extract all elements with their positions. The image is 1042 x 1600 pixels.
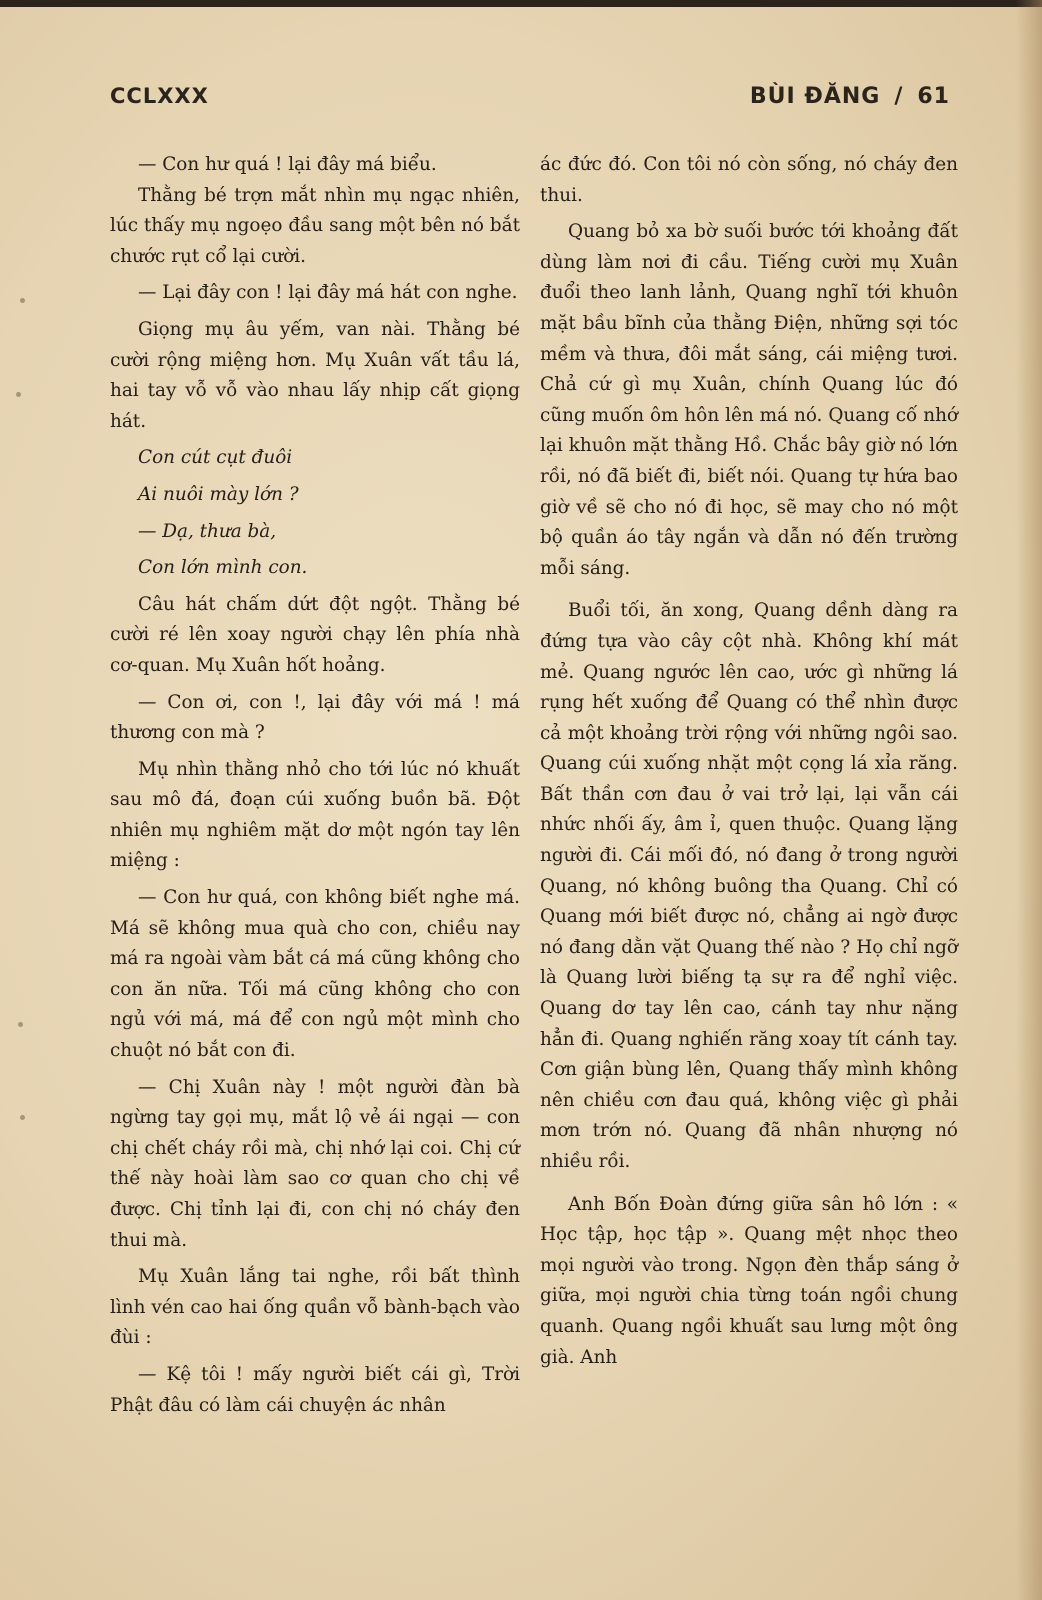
paragraph: — Lại đây con ! lại đây má hát con nghe. — [138, 282, 518, 304]
paragraph: — Kệ tôi ! mấy người biết cái gì, Trời Phật đâu có làm cái chuyện ác nhân — [110, 1363, 520, 1416]
paragraph: Thằng bé trợn mắt nhìn mụ ngạc nhiên, lúc thấy mụ ngoẹo đầu sang một bên nó bắt chước rụt cổ lại cười. — [110, 184, 520, 267]
author-name: BÙI ĐĂNG — [749, 84, 881, 109]
paper-speck — [16, 392, 21, 397]
paragraph: — Con hư quá ! lại đây má biểu. — [138, 154, 437, 175]
paper-speck — [18, 1022, 23, 1027]
page-number: 61 — [917, 84, 950, 109]
paper-speck — [20, 1115, 25, 1120]
verse-line: Con cút cụt đuôi — [138, 447, 293, 469]
paragraph: — Con ơi, con !, lại đây với má ! má thương con mà ? — [110, 691, 520, 744]
author-page-folio — [750, 84, 950, 109]
paragraph: — Chị Xuân này ! một người đàn bà ngừng tay gọi mụ, mắt lộ vẻ ái ngại — con chị chết cháy rồi mà, chị nhớ lại coi. Chị cứ thế này hoài làm sao cơ quan cho chị về được. Chị tỉnh lại đi, con chị nó cháy đen thui mà. — [110, 1076, 520, 1251]
paper-speck — [20, 298, 25, 303]
paragraph: Quang bỏ xa bờ suối bước tới khoảng đất dùng làm nơi đi cầu. Tiếng cười mụ Xuân đuổi theo lanh lảnh, Quang nghĩ tới khuôn mặt bầu bĩnh của thằng Điện, những sợi tóc mềm và thưa, đôi mắt sáng, cái miệng tươi. Chả cứ gì mụ Xuân, chính Quang lúc đó cũng muốn ôm hôn lên má nó. Quang cố nhớ lại khuôn mặt thằng Hồ. Chắc bây giờ nó lớn rồi, nó đã biết đi, biết nói. Quang tự hứa bao giờ về sẽ cho nó đi học, sẽ may cho nó một bộ quần áo tây ngắn và dẫn nó đến trường mỗi sáng. — [540, 221, 958, 579]
right-column — [540, 150, 958, 1373]
paragraph-continued: ác đức đó. Con tôi nó còn sống, nó cháy đen thui. — [540, 154, 958, 206]
verse-line: Con lớn mình con. — [138, 557, 308, 579]
paragraph: Anh Bốn Đoàn đứng giữa sân hô lớn : « Học tập, học tập ». Quang mệt nhọc theo mọi người vào trong. Ngọn đèn thắp sáng ở giữa, mọi người chia từng toán ngồi chung quanh. Quang ngồi khuất sau lưng một ông già. Anh — [540, 1193, 958, 1368]
verse-line: Ai nuôi mày lớn ? — [138, 483, 299, 505]
paragraph: — Con hư quá, con không biết nghe má. Má sẽ không mua quà cho con, chiều nay má ra ngoài vàm bắt cá má cũng không cho con ăn nữa. Tối má cũng không cho con ngủ với má, má để con ngủ một mình cho chuột nó bắt con đi. — [110, 887, 520, 1062]
paragraph: Câu hát chấm dứt đột ngột. Thằng bé cười ré lên xoay người chạy lên phía nhà cơ-quan. Mụ Xuân hốt hoảng. — [110, 593, 520, 676]
paragraph: Mụ nhìn thằng nhỏ cho tới lúc nó khuất sau mô đá, đoạn cúi xuống buồn bã. Đột nhiên mụ nghiêm mặt dơ một ngón tay lên miệng : — [110, 758, 520, 872]
paragraph: Giọng mụ âu yếm, van nài. Thằng bé cười rộng miệng hơn. Mụ Xuân vất tầu lá, hai tay vỗ vỗ vào nhau lấy nhịp cất giọng hát. — [110, 318, 520, 432]
issue-number: CCLXXX — [110, 84, 209, 108]
paragraph: Mụ Xuân lắng tai nghe, rồi bất thình lình vén cao hai ống quần vỗ bành-bạch vào đùi : — [110, 1266, 520, 1349]
left-column — [110, 150, 520, 1421]
folio-separator: / — [894, 84, 904, 109]
paragraph: Buổi tối, ăn xong, Quang dềnh dàng ra đứng tựa vào cây cột nhà. Không khí mát mẻ. Quang ngước lên cao, ước gì những lá rụng hết xuống để Quang có thể nhìn được cả một khoảng trời rộng với những ngôi sao. Quang cúi xuống nhặt một cọng lá xỉa răng. Bất thần cơn đau ở vai trở lại, lại vẫn cái nhức nhối ấy, âm ỉ, quen thuộc. Quang lặng người đi. Cái mối đó, nó đang ở trong người Quang, nó không buông tha Quang. Chỉ có Quang mới biết được nó, chẳng ai ngờ được nó đang dằn vặt Quang thế nào ? Họ chỉ ngỡ là Quang lười biếng tạ sự ra để nghỉ việc. Quang dơ tay lên cao, cánh tay như nặng hẳn đi. Quang nghiến răng xoay tít cánh tay. Cơn giận bùng lên, Quang thấy mình không nên chiều cơn đau quá, không việc gì phải mơn trớn nó. Quang đã nhân nhượng nó nhiều rồi. — [540, 600, 958, 1172]
running-header — [110, 84, 950, 116]
verse-line: — Dạ, thưa bà, — [138, 520, 277, 542]
